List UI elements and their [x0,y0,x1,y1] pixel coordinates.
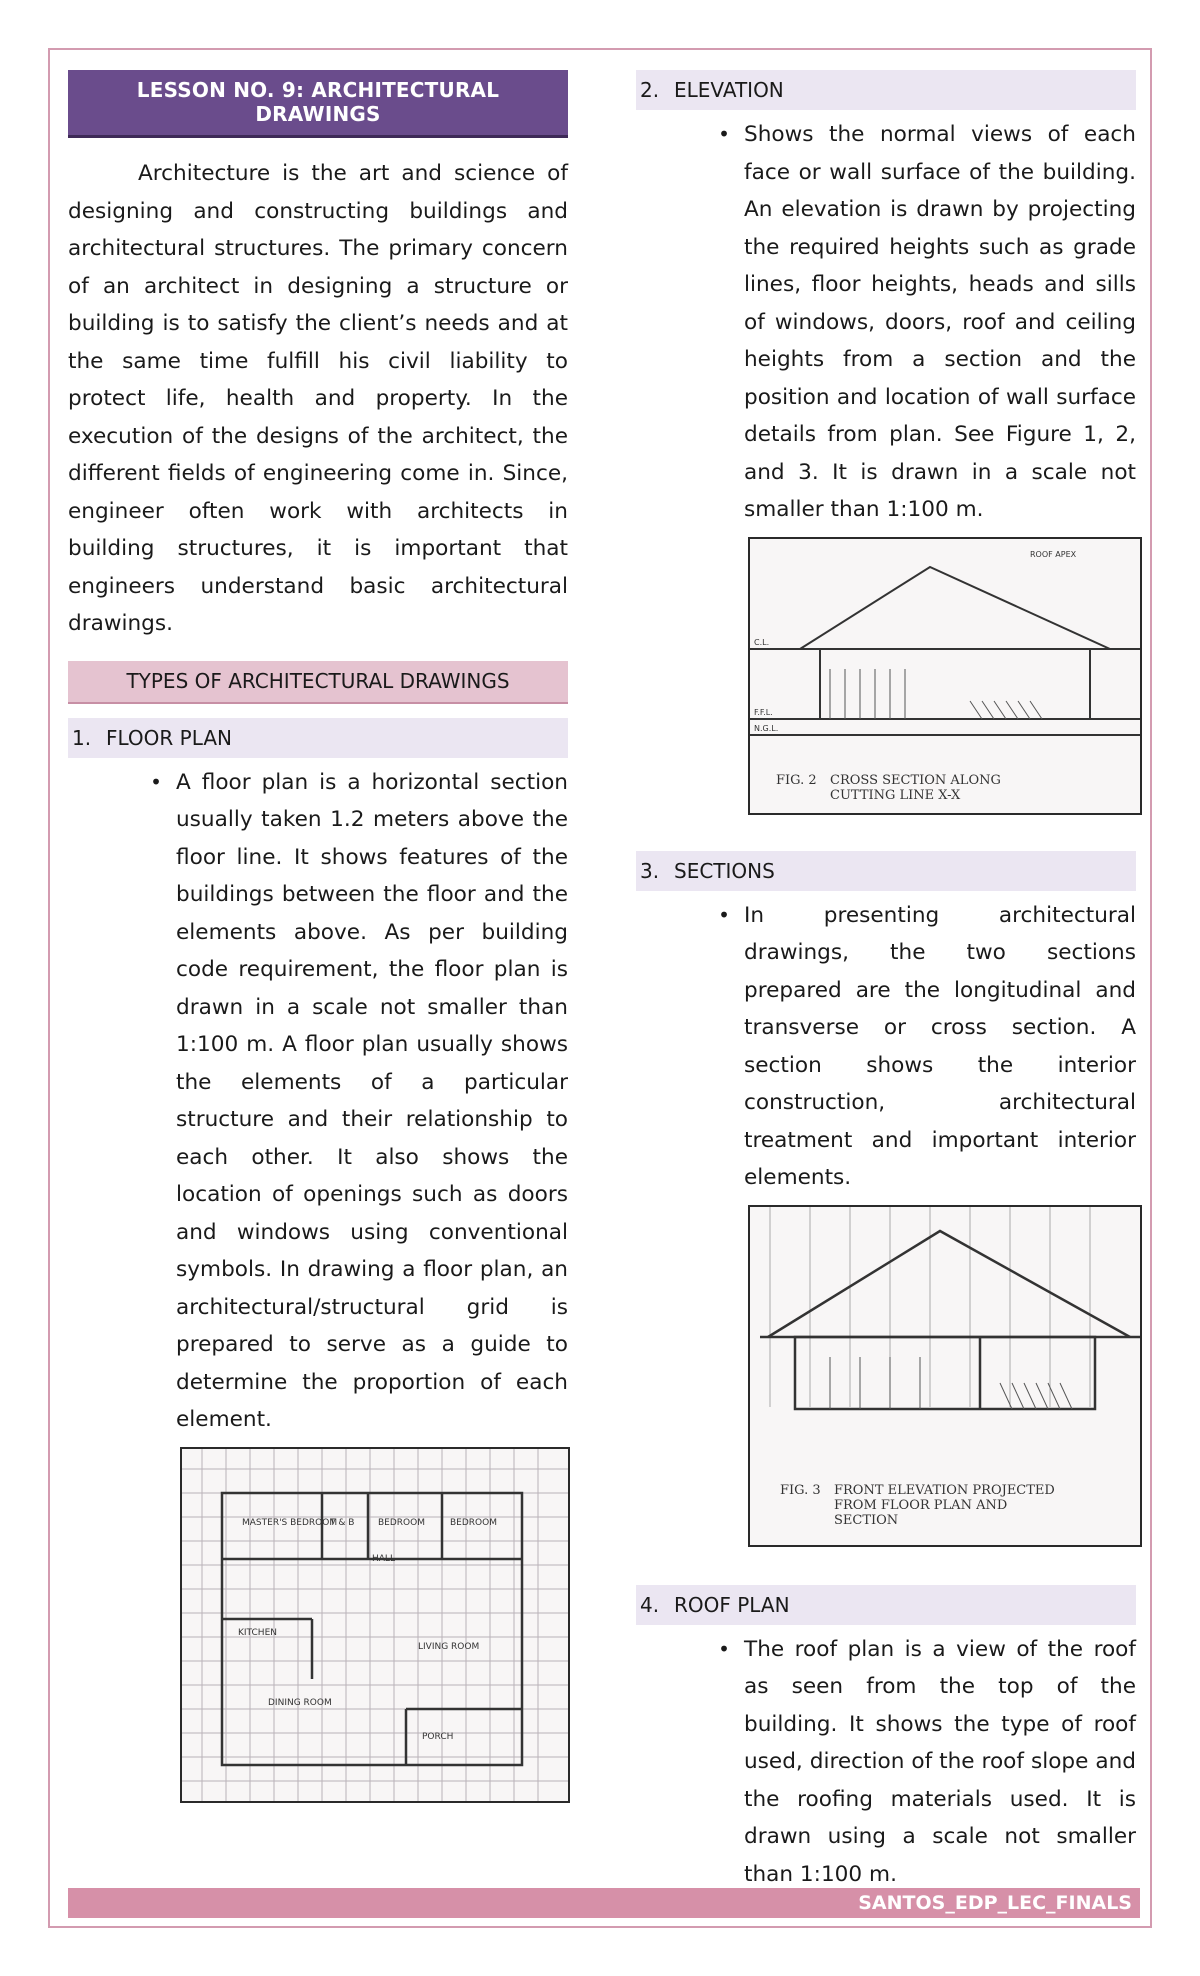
fig2-caption-number: FIG. 2 [776,772,817,788]
fig3-caption: FRONT ELEVATION PROJECTED FROM FLOOR PLAN AND SECTION [834,1482,1055,1528]
section-elevation [636,70,1136,815]
left-column [68,70,568,1803]
floor-plan-figure [180,1447,570,1803]
lesson-title: LESSON NO. 9: ARCHITECTURAL DRAWINGS [68,70,568,138]
level-label: N.G.L. [754,723,779,733]
bullet-item [704,897,1136,1197]
right-column [636,70,1136,1893]
intro-paragraph: Architecture is the art and science of designing and constructing buildings and architectural structures. The primary concern of an architect in designing a structure or building is to satisfy the client’s needs and at the same time fulfill his civil liability to protect life, health and property. In the execution of the designs of the architect, the different fields of engineering come in. Since, engineer often work with architects in building structures, it is important that engineers understand basic architectural drawings. [68,161,568,636]
section-number: 1. [72,725,92,750]
section-heading [636,851,1136,891]
bullet-icon: • [718,902,730,927]
section-title: SECTIONS [674,858,775,883]
bullet-icon: • [150,769,162,794]
cross-section-drawing [750,539,1140,813]
types-heading: TYPES OF ARCHITECTURAL DRAWINGS [68,661,568,704]
room-label: HALL [372,1553,395,1564]
fig3-front-elevation [748,1205,1142,1547]
room-label: MASTER'S BEDROOM [242,1517,338,1528]
bullet-icon: • [718,122,730,146]
room-label: BEDROOM [450,1517,497,1528]
room-label: T & B [330,1517,355,1528]
bullet-text: Shows the normal views of each face or wall surface of the building. An elevation is drawn by projecting the required heights such as grade lines, floor heights, heads and sills of windows, doors, roof and ceiling heights from a section and the position and location of wall surface details from plan. See Figure 1, 2, and 3. It is drawn in a scale not smaller than 1:100 m. [744,122,1136,522]
fig2-cross-section [748,537,1142,815]
room-label: BEDROOM [378,1517,425,1528]
bullet-text: A floor plan is a horizontal section usually taken 1.2 meters above the floor line. It shows features of the buildings between the floor and the elements above. As per building code requirement, the floor plan is drawn in a scale not smaller than 1:100 m. A floor plan usually shows the elements of a particular structure and their relationship to each other. It also shows the location of openings such as doors and windows using conventional symbols. In drawing a floor plan, an architectural/structural grid is prepared to serve as a guide to determine the proportion of each element. [176,769,568,1432]
room-label: LIVING ROOM [418,1641,480,1652]
section-title: ELEVATION [674,78,784,102]
section-title: ROOF PLAN [674,1592,790,1617]
section-heading [636,70,1136,110]
bullet-item [704,116,1136,529]
bullet-icon: • [718,1636,730,1661]
bullet-item [704,1631,1136,1894]
bullet-text: The roof plan is a view of the roof as seen from the top of the building. It shows the type of roof used, direction of the roof slope and the roofing materials used. It is drawn using a scale not smaller than 1:100 m. [744,1636,1136,1887]
level-label: C.L. [754,637,770,647]
bullet-item [136,764,568,1439]
roof-apex-label: ROOF APEX [1030,549,1077,559]
fig3-caption-number: FIG. 3 [780,1482,821,1498]
footer-label: SANTOS_EDP_LEC_FINALS [68,1888,1140,1918]
section-roof-plan [636,1585,1136,1894]
section-heading [636,1585,1136,1625]
level-label: F.F.L. [754,707,773,717]
room-label: KITCHEN [238,1627,277,1638]
section-sections [636,851,1136,1547]
section-number: 4. [640,1592,660,1617]
section-heading [68,718,568,758]
floor-plan-drawing [182,1449,568,1801]
section-number: 2. [640,78,660,102]
section-number: 3. [640,858,660,883]
room-label: PORCH [422,1731,454,1742]
section-floor-plan [68,718,568,1803]
bullet-text: In presenting architectural drawings, the two sections prepared are the longitudinal and transverse or cross section. A section shows the interior construction, architectural treatment and important interior elements. [744,902,1136,1190]
fig2-caption: CROSS SECTION ALONG CUTTING LINE X-X [830,772,1001,803]
room-label: DINING ROOM [268,1697,332,1708]
section-title: FLOOR PLAN [106,725,232,750]
